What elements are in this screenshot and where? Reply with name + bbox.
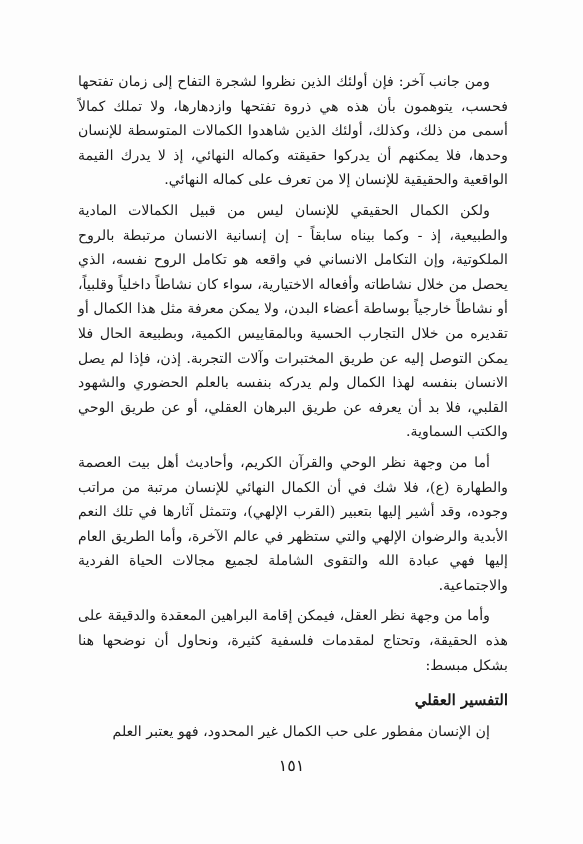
paragraph: وأما من وجهة نظر العقل، فيمكن إقامة البراهين المعقدة والدقيقة على هذه الحقيقة، وتحتاج لمقدمات فلسفية كثيرة، ونحاول أن نوضحها هنا بشكل مبسط: [78,608,508,674]
paragraph: إن الإنسان مفطور على حب الكمال غير المحدود، فهو يعتبر العلم [112,724,490,741]
paragraph: أما من وجهة نظر الوحي والقرآن الكريم، وأحاديث أهل بيت العصمة والطهارة (ع)، فلا شك في أن الكمال النهائي للإنسان مرتبة من مراتب وجوده، وقد أشير إليها بتعبير (القرب الإلهي)، وتتمثل آثارها في تلك النعم الأبدية والرضوان الإلهي والتي ستظهر في عالم الآخرة، وأما الطريق العام إليها فهي عبادة الله والتقوى الشاملة لجميع مجالات الحياة الفردية والاجتماعية. [78,454,508,594]
paragraph: ولكن الكمال الحقيقي للإنسان ليس من قبيل الكمالات المادية والطبيعية، إذ - وكما بيناه سابقاً - إن إنسانية الانسان مرتبطة بالروح الملكوتية، وإن التكامل الانساني في واقعه هو تكامل الروح نفسه، الذي يحصل من خلال نشاطاته وأفعاله الاختيارية، سواء كان نشاطاً داخلياً وقلبياً، أو نشاطاً خارجياً بوساطة أعضاء البدن، ولا يمكن معرفة مثل هذا الكمال أو تقديره من خلال التجارب الحسية وبالمقاييس الكمية، وبطبيعة الحال فلا يمكن التوصل إليه عن طريق المختبرات وآلات التجربة. إذن، فإذا لم يصل الانسان بنفسه لهذا الكمال ولم يدركه بنفسه بالعلم الحضوري والشهود القلبي، فلا بد أن يعرفه عن طريق البرهان العقلي، أو عن طريق الوحي والكتب السماوية. [78,202,508,441]
page-number: ١٥١ [278,756,305,775]
paragraph: ومن جانب آخر: فإن أولئك الذين نظروا لشجرة التفاح إلى زمان تفتحها فحسب، يتوهمون بأن هذه هي ذروة تفتحها وازدهارها، ولا تملك كمالاً أسمى من ذلك، وكذلك، أولئك الذين شاهدوا الكمالات المتوسطة للإنسان وحدها، فلا يمكنهم أن يدركوا حقيقته وكماله النهائي، إذ لا يدرك القيمة الواقعية والحقيقية للإنسان إلا من تعرف على كماله النهائي. [78,74,508,189]
section-heading: التفسير العقلي [414,691,508,710]
page-body [78,70,508,745]
